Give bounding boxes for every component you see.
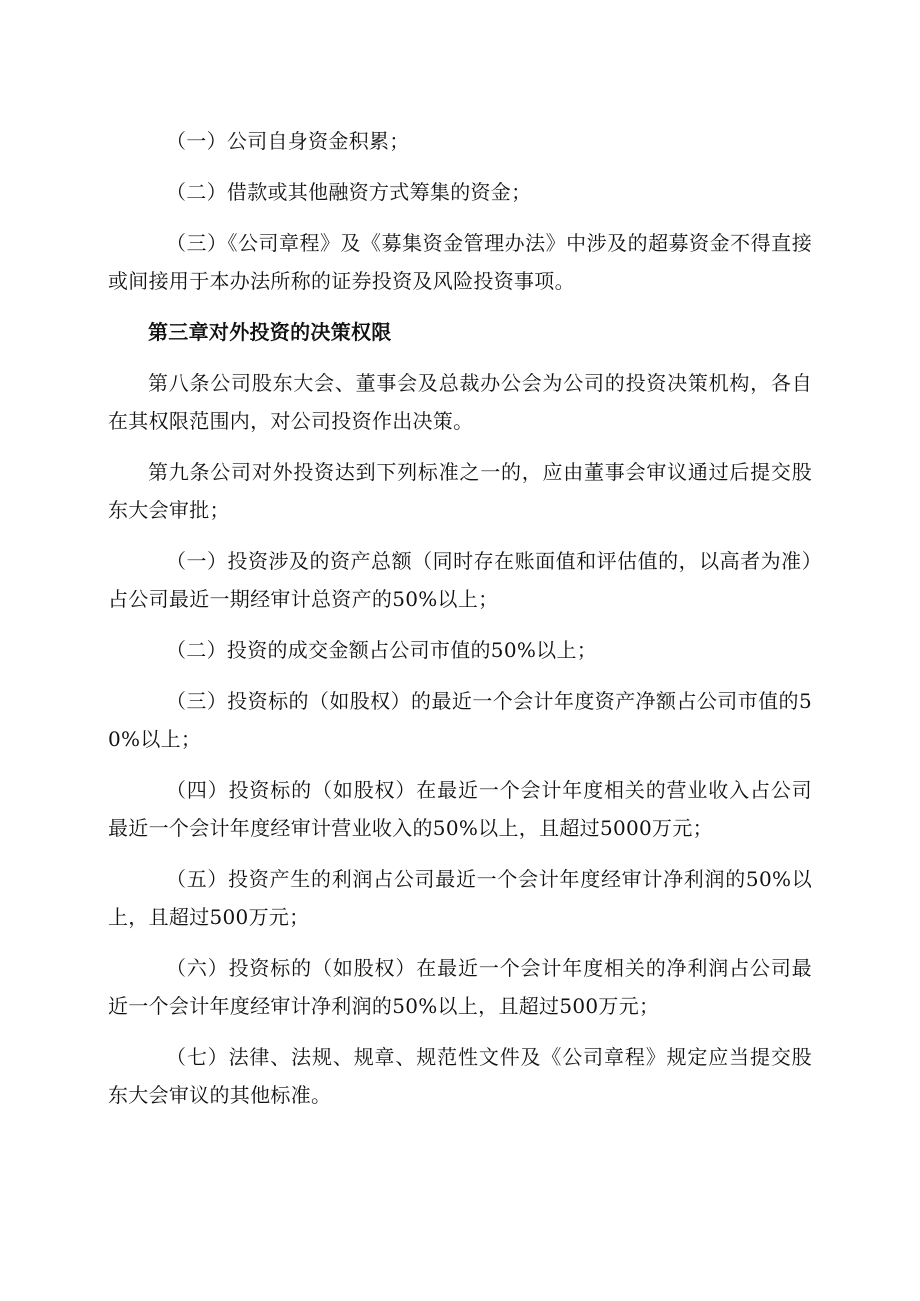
criteria-item-6: （六）投资标的（如股权）在最近一个会计年度相关的净利润占公司最近一个会计年度经审计净利润的50%以上，且超过500万元；	[108, 956, 812, 1018]
criteria-item-5: （五）投资产生的利润占公司最近一个会计年度经审计净利润的50%以上，且超过500万元；	[108, 867, 812, 929]
criteria-item-3: （三）投资标的（如股权）的最近一个会计年度资产净额占公司市值的50%以上；	[108, 689, 812, 751]
fund-source-item-3: （三）《公司章程》及《募集资金管理办法》中涉及的超募资金不得直接或间接用于本办法所称的证券投资及风险投资事项。	[108, 231, 812, 293]
criteria-item-4: （四）投资标的（如股权）在最近一个会计年度相关的营业收入占公司最近一个会计年度经审计营业收入的50%以上，且超过5000万元；	[108, 778, 812, 840]
criteria-item-1: （一）投资涉及的资产总额（同时存在账面值和评估值的，以高者为准）占公司最近一期经审计总资产的50%以上；	[108, 549, 812, 611]
criteria-item-2: （二）投资的成交金额占公司市值的50%以上；	[166, 638, 598, 662]
fund-source-item-1: （一）公司自身资金积累；	[166, 129, 410, 153]
criteria-item-7: （七）法律、法规、规章、规范性文件及《公司章程》规定应当提交股东大会审议的其他标准。	[108, 1045, 812, 1107]
article-9: 第九条公司对外投资达到下列标准之一的，应由董事会审议通过后提交股东大会审批；	[108, 460, 812, 522]
article-8: 第八条公司股东大会、董事会及总裁办公会为公司的投资决策机构，各自在其权限范围内，对公司投资作出决策。	[108, 371, 812, 433]
document-page	[108, 122, 812, 1127]
chapter-heading: 第三章对外投资的决策权限	[148, 320, 392, 344]
fund-source-item-2: （二）借款或其他融资方式筹集的资金；	[166, 180, 532, 204]
